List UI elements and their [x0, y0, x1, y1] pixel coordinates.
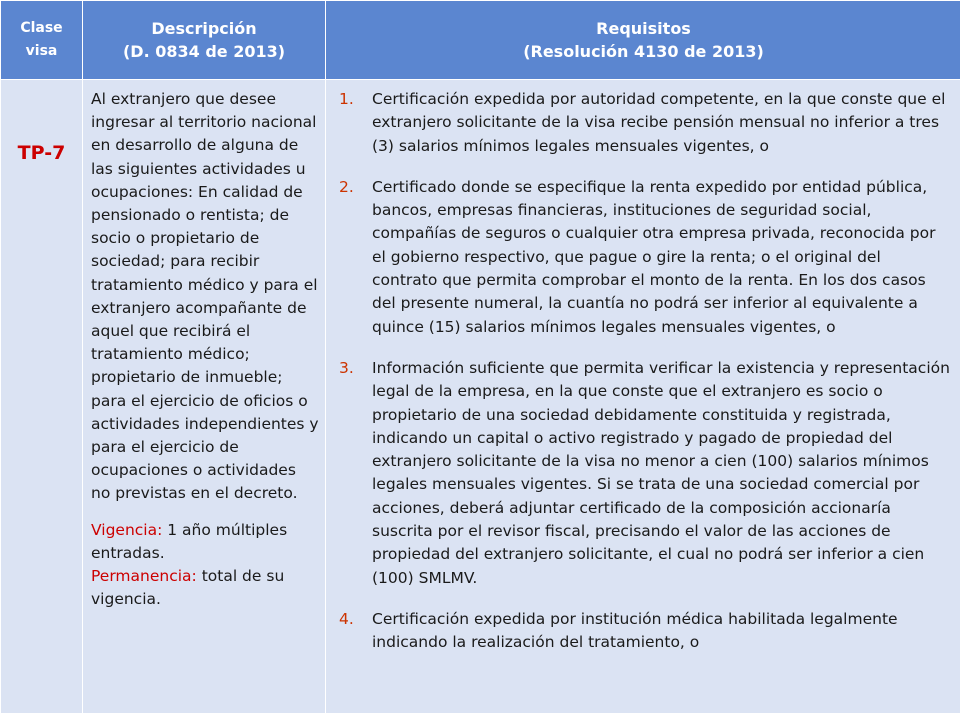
vigencia-label: Vigencia:: [91, 520, 163, 539]
list-item: [339, 176, 951, 339]
vigencia-line: [91, 519, 319, 565]
list-item-number: 2.: [339, 177, 354, 196]
list-item-number: 4.: [339, 609, 354, 628]
permanencia-value: total de su vigencia.: [91, 567, 285, 609]
list-item: [339, 608, 951, 655]
cell-requisitos: [326, 80, 960, 714]
list-item-text: Certificación expedida por institución médica habilitada legalmente indicando la realización del tratamiento, o: [372, 609, 898, 652]
header-clase-visa: [1, 1, 83, 80]
header-clase-line2: visa: [25, 43, 58, 59]
list-item-text: Información suficiente que permita verificar la existencia y representación legal de la empresa, en la que conste que el extranjero es socio o propietario de una sociedad debidamente constituida y registrada, indicando un capital o activo registrado y pagado de propiedad del extranjero solicitante de la visa no menor a cien (100) salarios mínimos legales mensuales vigentes. Si se trata de una sociedad comercial por acciones, deberá adjuntar certificado de la composición accionaría suscrita por el revisor fiscal, precisando el valor de las acciones de propiedad del extranjero solicitante, el cual no podrá ser inferior a cien (100) SMLMV.: [372, 358, 950, 587]
list-item-number: 3.: [339, 358, 354, 377]
header-descripcion-line2: (D. 0834 de 2013): [122, 42, 286, 61]
cell-descripcion: [83, 80, 326, 714]
requisitos-list: [326, 80, 960, 655]
list-item: [339, 88, 951, 158]
header-clase-line1: Clase: [20, 20, 63, 36]
vigencia-value: 1 año múltiples entradas.: [91, 520, 288, 562]
header-descripcion-line1: Descripción: [151, 19, 257, 38]
list-item: [339, 357, 951, 590]
permanencia-label: Permanencia:: [91, 567, 197, 586]
header-requisitos: [326, 1, 960, 80]
table-header-row: [1, 1, 960, 80]
header-requisitos-line2: (Resolución 4130 de 2013): [523, 42, 764, 61]
list-item-text: Certificación expedida por autoridad competente, en la que conste que el extranjero solicitante de la visa recibe pensión mensual no inferior a tres (3) salarios mínimos legales mensuales vigentes, o: [372, 90, 946, 155]
cell-clase: [1, 80, 83, 714]
header-requisitos-line1: Requisitos: [596, 19, 691, 38]
permanencia-line: [91, 565, 319, 611]
header-descripcion: [83, 1, 326, 80]
descripcion-text: Al extranjero que desee ingresar al territorio nacional en desarrollo de alguna de las siguientes actividades u ocupaciones: En calidad de pensionado o rentista; de socio o propietario de sociedad; para recibir tratamiento médico y para el extranjero acompañante de aquel que recibirá el tratamiento médico; propietario de inmueble; para el ejercicio de oficios o actividades independientes y para el ejercicio de ocupaciones o actividades no previstas en el decreto.: [91, 90, 319, 503]
list-item-text: Certificado donde se especifique la renta expedido por entidad pública, bancos, empresas financieras, instituciones de seguridad social, compañías de seguros o cualquier otra empresa privada, reconocida por el gobierno respectivo, que pague o gire la renta; o el original del contrato que permita comprobar el monto de la renta. En los dos casos del presente numeral, la cuantía no podrá ser inferior al equivalente a quince (15) salarios mínimos legales mensuales vigentes, o: [372, 177, 936, 336]
visa-code: TP-7: [17, 142, 66, 164]
table-row: [1, 80, 960, 714]
list-item-number: 1.: [339, 90, 354, 108]
